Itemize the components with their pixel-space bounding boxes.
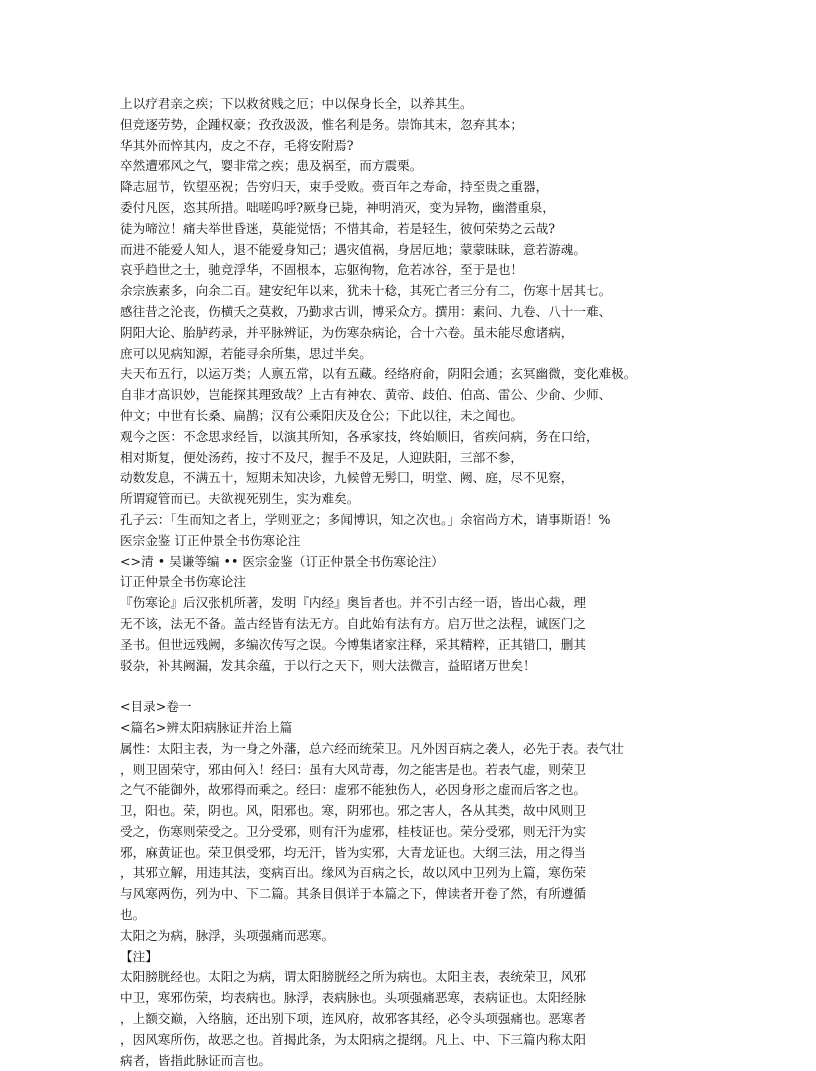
text-line: 余宗族素多，向余二百。建安纪年以来，犹未十稔，其死亡者三分有二，伤寒十居其七。 [120,283,612,299]
text-line: 孔子云：「生而知之者上，学则亚之；多闻博识，知之次也。」余宿尚方术，请事斯语！% [120,511,611,527]
book-title: 医宗金鉴 订正仲景全书伤寒论注 [120,532,301,548]
text-line: 上以疗君亲之疾；下以救贫贱之厄；中以保身长全，以养其生。 [120,96,473,111]
text-line: 夫天布五行，以运万类；人禀五常，以有五藏。经络府俞，阴阳会通；玄冥幽微，变化难极。 [120,366,637,382]
text-line: 病者，皆指此脉证而言也。 [120,1052,272,1068]
text-line: 观今之医：不念思求经旨，以演其所知，各承家技，终始顺旧，省疾问病，务在口给， [120,428,599,444]
text-line: 仲文；中世有长桑、扁鹊；汉有公乘阳庆及仓公；下此以往，未之闻也。 [120,407,523,423]
text-line: 但竞逐劳势，企踵权豪；孜孜汲汲，惟名利是务。崇饰其末，忽弃其本； [120,116,523,132]
text-line: 邪，麻黄证也。荣卫俱受邪，均无汗，皆为实邪，大青龙证也。大纲三法，用之得当 [120,844,586,860]
text-line: ，其邪立解，用违其法，变病百出。缘风为百病之长，故以风中卫列为上篇，寒伤荣 [120,865,586,881]
document-body [120,94,700,1071]
text-line: 受之，伤寒则荣受之。卫分受邪，则有汗为虚邪，桂枝证也。荣分受邪，则无汗为实 [120,823,586,839]
text-line: 阴阳大论、胎胪药录，并平脉辨证，为伤寒杂病论，合十六卷。虽未能尽愈诸病， [120,324,574,340]
text-line: 自非才高识妙，岂能探其理致哉？上古有神农、黄帝、歧伯、伯高、雷公、少俞、少师、 [120,387,612,403]
text-line: 之气不能御外，故邪得而乘之。经曰：虚邪不能独伤人，必因身形之虚而后客之也。 [120,782,586,798]
text-line: 圣书。但世远残阙，多编次传写之误。今博集诸家注释，采其精粹，正其错囗，删其 [120,636,586,652]
text-line: 降志屈节，钦望巫祝；告穷归天，束手受败。赍百年之寿命，持至贵之重器， [120,179,549,195]
text-line: ，上额交巅，入络脑，还出别下项，连风府，故邪客其经，必令头项强痛也。恶寒者 [120,1011,586,1027]
blank-line [120,676,700,697]
text-line: 而进不能爱人知人，退不能爱身知己；遇灾值祸，身居厄地；蒙蒙昧昧，意若游魂。 [120,241,586,257]
text-line: 卒然遭邪风之气，婴非常之疾；患及祸至，而方震栗。 [120,158,423,174]
note-heading: 【注】 [120,948,158,964]
text-line: 属性：太阳主表，为一身之外藩，总六经而统荣卫。凡外因百病之袭人，必先于表。表气壮 [120,740,624,756]
text-line: ，因风寒所伤，故恶之也。首揭此条，为太阳病之提纲。凡上、中、下三篇内称太阳 [120,1031,586,1047]
text-line: 所谓窥管而已。夫欲视死别生，实为难矣。 [120,491,360,507]
text-line: 『伤寒论』后汉张机所著，发明『内经』奥旨者也。并不引古经一语，皆出心裁，理 [120,595,586,611]
text-line: 庶可以见病知源，若能寻余所集，思过半矣。 [120,345,372,361]
text-line: 徒为啼泣！痛夫举世昏迷，莫能觉悟；不惜其命，若是轻生，彼何荣势之云哉? [120,220,555,236]
text-line: 中卫，寒邪伤荣，均表病也。脉浮，表病脉也。头项强痛恶寒，表病证也。太阳经脉 [120,990,586,1006]
section-title: 订正仲景全书伤寒论注 [120,574,246,590]
text-line: 与风寒两伤，列为中、下二篇。其条目俱详于本篇之下，俾读者开卷了然，有所遵循 [120,886,586,902]
source-line: <>清 • 吴谦等编 •• 医宗金鉴（订正仲景全书伤寒论注） [120,553,444,569]
text-line: 太阳之为病，脉浮，头项强痛而恶寒。 [120,927,335,943]
chapter-heading: <篇名>辨太阳病脉证并治上篇 [120,719,293,735]
toc-heading: <目录>卷一 [120,699,192,715]
text-line: 哀乎趋世之士，驰竞浮华，不固根本，忘躯徇物，危若冰谷，至于是也！ [120,262,523,278]
text-line: 华其外而悴其内，皮之不存，毛将安附焉? [120,137,354,153]
text-line: 委付凡医，恣其所措。咄嗟呜呼?厥身已毙，神明消灭，变为异物，幽潜重泉， [120,199,555,215]
text-line: ，则卫固荣守，邪由何入！经曰：虽有大风苛毒，勿之能害是也。若表气虚，则荣卫 [120,761,586,777]
text-line: 驳杂，补其阙漏，发其余蕴，于以行之天下，则大法微言，益昭诸万世矣！ [120,657,536,673]
text-line: 也。 [120,907,146,923]
text-line: 动数发息，不满五十，短期未知决诊，九候曾无髣囗，明堂、阙、庭，尽不见察， [120,470,574,486]
text-line: 卫，阳也。荣，阴也。风，阳邪也。寒，阴邪也。邪之害人，各从其类，故中风则卫 [120,803,586,819]
text-line: 太阳膀胱经也。太阳之为病，谓太阳膀胱经之所为病也。太阳主表，表统荣卫，风邪 [120,969,586,985]
text-line: 相对斯复，便处汤药，按寸不及尺，握手不及足，人迎趺阳，三部不参， [120,449,523,465]
text-line: 无不该，法无不备。盖古经皆有法无方。自此始有法有方。启万世之法程，诚医门之 [120,615,586,631]
text-line: 感往昔之沦丧，伤横夭之莫救，乃勤求古训，博采众方。撰用：素问、九卷、八十一难、 [120,303,612,319]
